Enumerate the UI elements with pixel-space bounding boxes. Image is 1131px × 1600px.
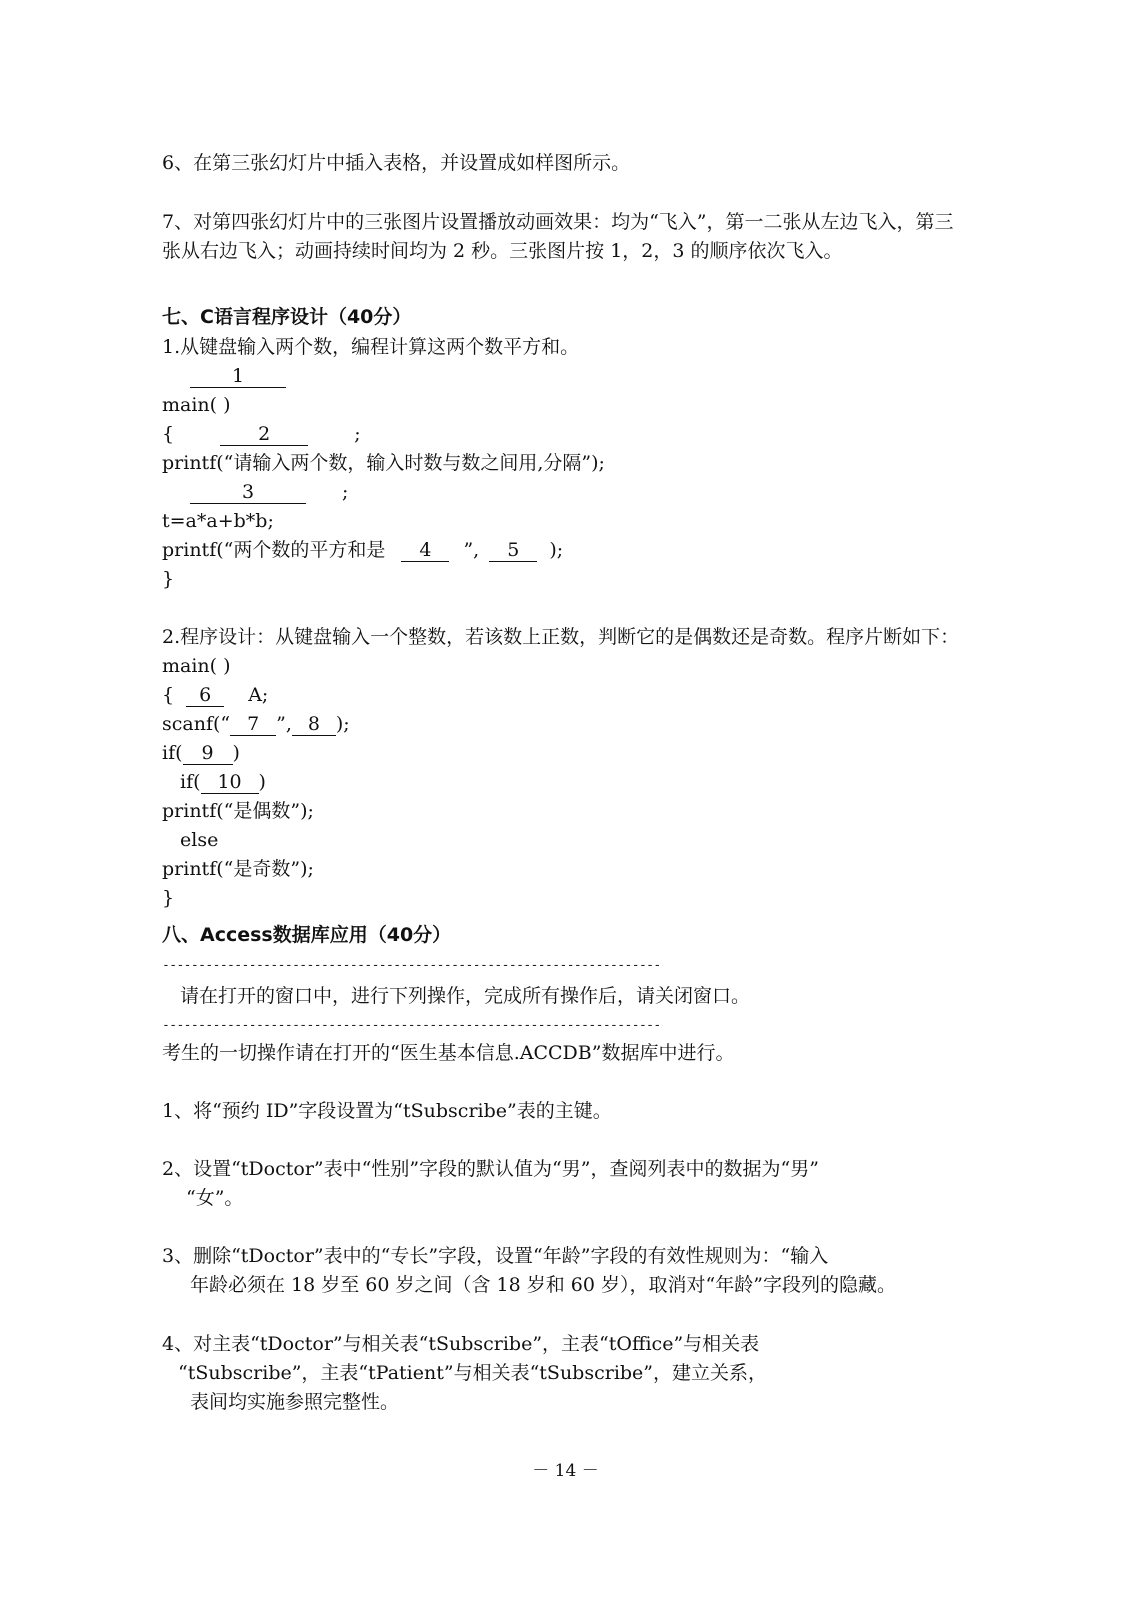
access-q4-line-2: “tSubscribe”，主表“tPatient”与相关表“tSubscribe”，建立关系， — [178, 1362, 768, 1384]
blank-1: 1 — [190, 365, 286, 388]
code-line-printf-even: printf(“是偶数”); — [162, 800, 314, 822]
access-q2-line-2: “女”。 — [186, 1187, 244, 1209]
section-8-title: 八、Access数据库应用（40分） — [162, 924, 452, 946]
code-line-if-2 — [180, 769, 266, 795]
instruction: 请在打开的窗口中，进行下列操作，完成所有操作后，请关闭窗口。 — [180, 985, 751, 1007]
printf-2-prefix: printf(“两个数的平方和是 — [162, 539, 386, 561]
code-line-main-2: main( ) — [162, 655, 231, 677]
close-paren: ) — [232, 742, 240, 764]
scanf-end: ); — [335, 713, 350, 735]
code-line-brace-close: } — [162, 568, 175, 590]
c-q1-prompt: 1.从键盘输入两个数，编程计算这两个数平方和。 — [162, 336, 580, 358]
code-line-else: else — [180, 829, 219, 851]
if-prefix: if( — [162, 742, 183, 764]
var-name: A; — [248, 684, 269, 706]
blank-2: 2 — [220, 423, 308, 446]
code-line-scanf — [162, 711, 350, 737]
code-line-printf-2 — [162, 537, 563, 563]
blank-3: 3 — [190, 481, 306, 504]
question-6: 6、在第三张幻灯片中插入表格，并设置成如样图所示。 — [162, 152, 631, 174]
close-paren: ) — [258, 771, 266, 793]
code-line-declare — [162, 682, 268, 708]
blank-9: 9 — [183, 742, 233, 765]
access-q4-line-1: 4、对主表“tDoctor”与相关表“tSubscribe”，主表“tOffice”与相关表 — [162, 1333, 760, 1355]
brace-open: { — [162, 684, 175, 706]
access-q3-line-1: 3、删除“tDoctor”表中的“专长”字段，设置“年龄”字段的有效性规则为：“输入 — [162, 1245, 829, 1267]
access-q3-line-2: 年龄必须在 18 岁至 60 岁之间（含 18 岁和 60 岁），取消对“年龄”字段列的隐藏。 — [190, 1274, 896, 1296]
page-number: － 14 － — [532, 1461, 599, 1481]
blank-10: 10 — [201, 771, 259, 794]
access-q2-line-1: 2、设置“tDoctor”表中“性别”字段的默认值为“男”，查阅列表中的数据为“男” — [162, 1158, 819, 1180]
divider-top: --------------------------------------------------------------------- — [162, 958, 661, 973]
code-line-blank-3 — [190, 479, 348, 505]
printf-2-mid: ”, — [463, 539, 480, 561]
blank-5: 5 — [489, 539, 537, 562]
divider-bottom: --------------------------------------------------------------------- — [162, 1018, 661, 1033]
scanf-mid: ”, — [276, 713, 292, 735]
question-7-line-2: 张从右边飞入；动画持续时间均为 2 秒。三张图片按 1，2，3 的顺序依次飞入。 — [162, 240, 843, 262]
code-line-calc: t=a*a+b*b; — [162, 510, 274, 532]
question-7-line-1: 7、对第四张幻灯片中的三张图片设置播放动画效果：均为“飞入”，第一二张从左边飞入，第三 — [162, 211, 954, 233]
blank-8: 8 — [292, 713, 336, 736]
blank-4: 4 — [401, 539, 449, 562]
code-line-if-1 — [162, 740, 240, 766]
printf-2-end: ); — [549, 539, 564, 561]
blank-6: 6 — [186, 684, 224, 707]
blank-7: 7 — [230, 713, 276, 736]
code-line-printf-1: printf(“请输入两个数，输入时数与数之间用,分隔”); — [162, 452, 605, 474]
code-line-brace-blank-2 — [162, 421, 361, 447]
c-q2-prompt: 2.程序设计：从键盘输入一个整数，若该数上正数，判断它的是偶数还是奇数。程序片断如下： — [162, 626, 960, 648]
code-line-main: main( ) — [162, 394, 231, 416]
code-line-blank-1 — [190, 363, 286, 389]
semicolon: ; — [342, 481, 349, 503]
access-q1: 1、将“预约 ID”字段设置为“tSubscribe”表的主键。 — [162, 1100, 612, 1122]
semicolon: ; — [354, 423, 361, 445]
section-7-title: 七、C语言程序设计（40分） — [162, 306, 412, 328]
if-prefix: if( — [180, 771, 201, 793]
brace-open: { — [162, 423, 175, 445]
access-q4-line-3: 表间均实施参照完整性。 — [190, 1391, 400, 1413]
code-line-printf-odd: printf(“是奇数”); — [162, 858, 314, 880]
code-line-brace-close-2: } — [162, 887, 175, 909]
scanf-prefix: scanf(“ — [162, 713, 231, 735]
context-note: 考生的一切操作请在打开的“医生基本信息.ACCDB”数据库中进行。 — [162, 1042, 735, 1064]
